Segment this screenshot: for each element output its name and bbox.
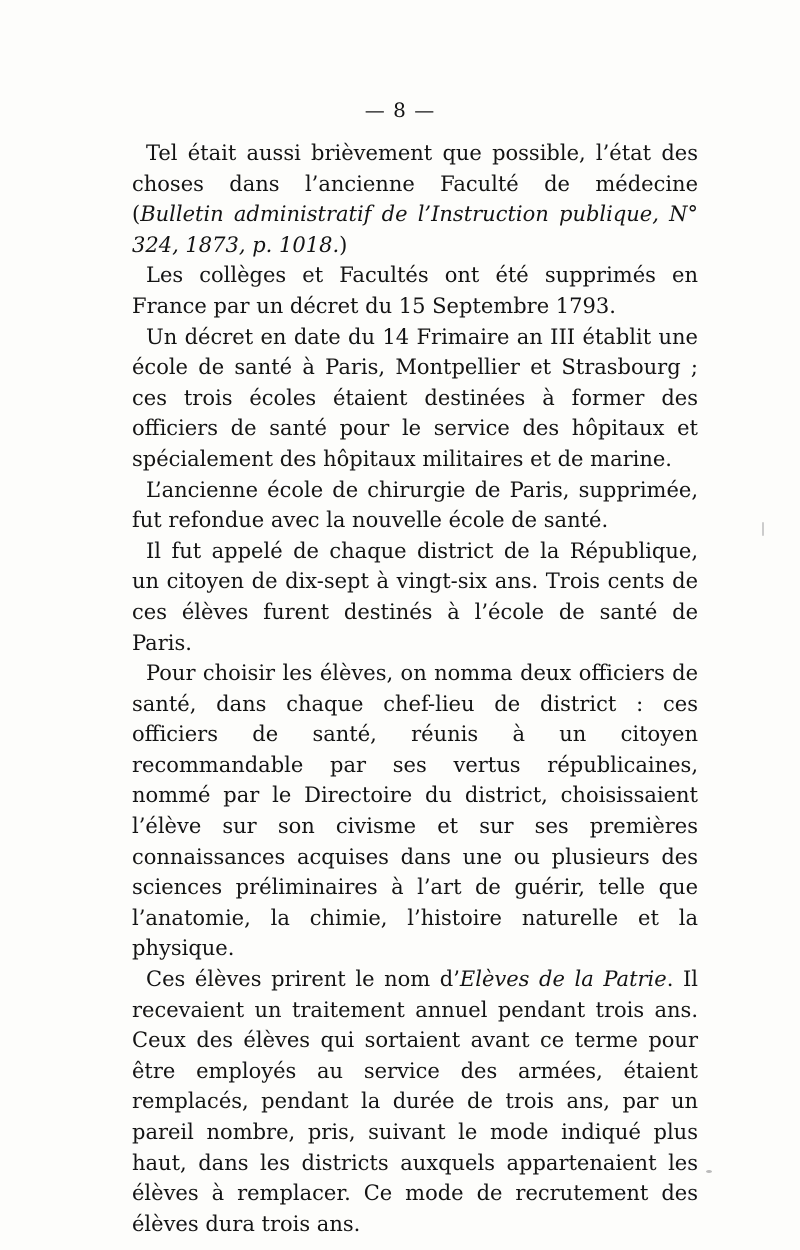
paragraph [132, 964, 698, 1239]
text-run: . Il recevaient un traitement annuel pendant trois ans. Ceux des élèves qui sortaient avant ce terme pour être employés au service des armées, étaient remplacés, pendant la durée de trois ans, par un pareil nombre, pris, suivant le mode indiqué plus haut, dans les districts auxquels appartenaient les élèves à remplacer. Ce mode de recrutement des élèves dura trois ans. [132, 967, 698, 1236]
text-run: ) [339, 232, 348, 257]
text-run: Ces élèves prirent le nom d’ [146, 967, 460, 992]
text-run: Il fut appelé de chaque district de la République, un citoyen de dix-sept à vingt-six ans. Trois cents de ces élèves furent destinés à l’école de santé de Paris. [132, 538, 698, 655]
page-number: — 8 — [364, 98, 436, 122]
italic-text: Elèves de la Patrie [459, 967, 667, 992]
scan-speck [706, 1170, 712, 1173]
paragraph [132, 322, 698, 475]
text-run: Tel était aussi brièvement que possible, l’état des choses dans l’ancienne Faculté de médecine ( [132, 141, 698, 227]
text-run: Pour choisir les élèves, on nomma deux officiers de santé, dans chaque chef-lieu de district : ces officiers de santé, réunis à un citoyen recommandable par ses vertus républicaines, nommé par le Directoire du district, choisissaient l’élève sur son civisme et sur ses premières connaissances acquises dans une ou plusieurs des sciences préliminaires à l’art de guérir, telle que l’anatomie, la chimie, l’histoire naturelle et la physique. [132, 661, 698, 961]
text-run: Un décret en date du 14 Frimaire an III établit une école de santé à Paris, Montpellier et Strasbourg ; ces trois écoles étaient destinées à former des officiers de santé pour le service des hôpitaux et spécialement des hôpitaux militaires et de marine. [132, 324, 698, 471]
paragraph [132, 536, 698, 658]
paragraph [132, 260, 698, 321]
text-run: L’ancienne école de chirurgie de Paris, supprimée, fut refondue avec la nouvelle école de santé. [132, 477, 698, 533]
paragraph [132, 475, 698, 536]
body-text [132, 138, 698, 1239]
paragraph [132, 138, 698, 260]
italic-text: Bulletin administratif de l’Instruction publique, N° 324, 1873, p. 1018. [132, 202, 698, 257]
scan-speck [762, 522, 764, 536]
text-run: Les collèges et Facultés ont été supprimés en France par un décret du 15 Septembre 1793. [132, 263, 698, 318]
paragraph [132, 658, 698, 964]
